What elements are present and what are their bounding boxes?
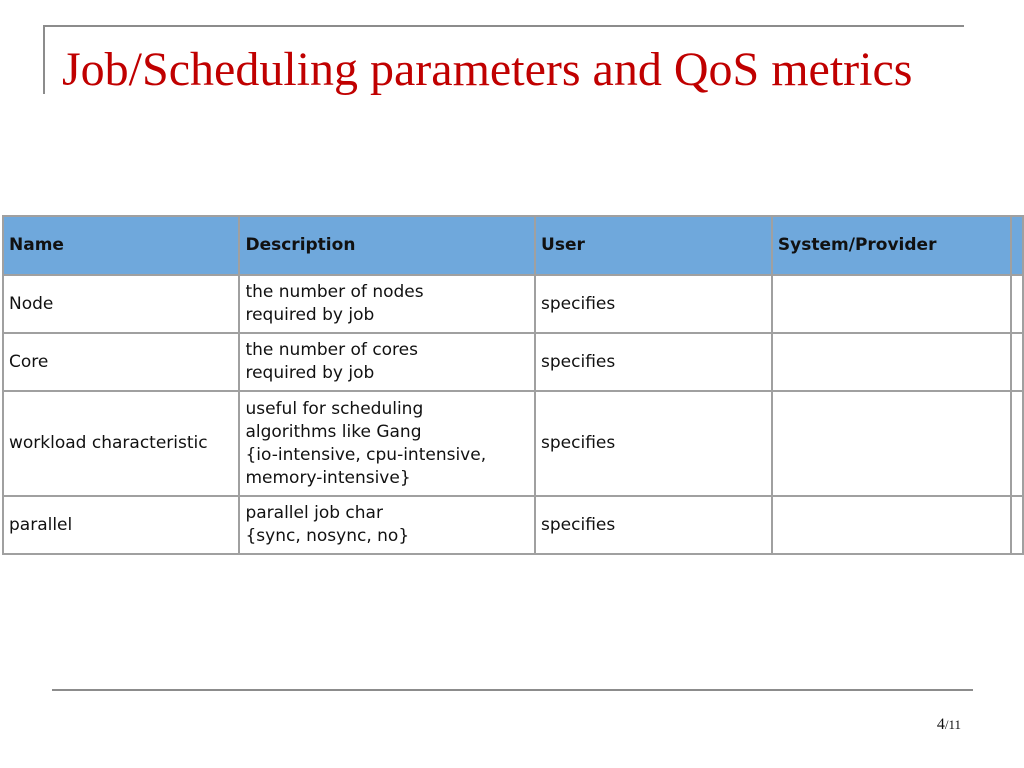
header-name: Name [3,216,239,275]
cell-extra [1011,275,1023,333]
cell-system [772,391,1011,496]
cell-user: specifies [535,275,772,333]
header-system-provider: System/Provider [772,216,1011,275]
cell-system [772,333,1011,391]
cell-name: Core [3,333,239,391]
cell-extra [1011,391,1023,496]
cell-name: parallel [3,496,239,554]
table-row [3,275,1023,333]
top-rule [43,25,964,27]
cell-name: workload characteristic [3,391,239,496]
cell-name: Node [3,275,239,333]
cell-system [772,496,1011,554]
header-user: User [535,216,772,275]
cell-user: specifies [535,391,772,496]
bottom-rule [52,689,973,691]
table-row [3,333,1023,391]
cell-extra [1011,496,1023,554]
cell-description: the number of nodes required by job [239,275,535,333]
header-description: Description [239,216,535,275]
cell-extra [1011,333,1023,391]
cell-description: useful for scheduling algorithms like Gang {io-intensive, cpu-intensive, memory-intensive} [239,391,535,496]
cell-description: parallel job char {sync, nosync, no} [239,496,535,554]
page-current: 4 [936,716,945,733]
cell-description: the number of cores required by job [239,333,535,391]
slide-title: Job/Scheduling parameters and QoS metrics [62,43,913,96]
cell-user: specifies [535,496,772,554]
table-header-row [3,216,1023,275]
page-total: /11 [944,717,961,732]
page-number [937,716,961,734]
table-row [3,391,1023,496]
left-rule [43,25,45,94]
cell-user: specifies [535,333,772,391]
cell-system [772,275,1011,333]
header-extra [1011,216,1023,275]
parameters-table [2,215,1024,555]
table-row [3,496,1023,554]
